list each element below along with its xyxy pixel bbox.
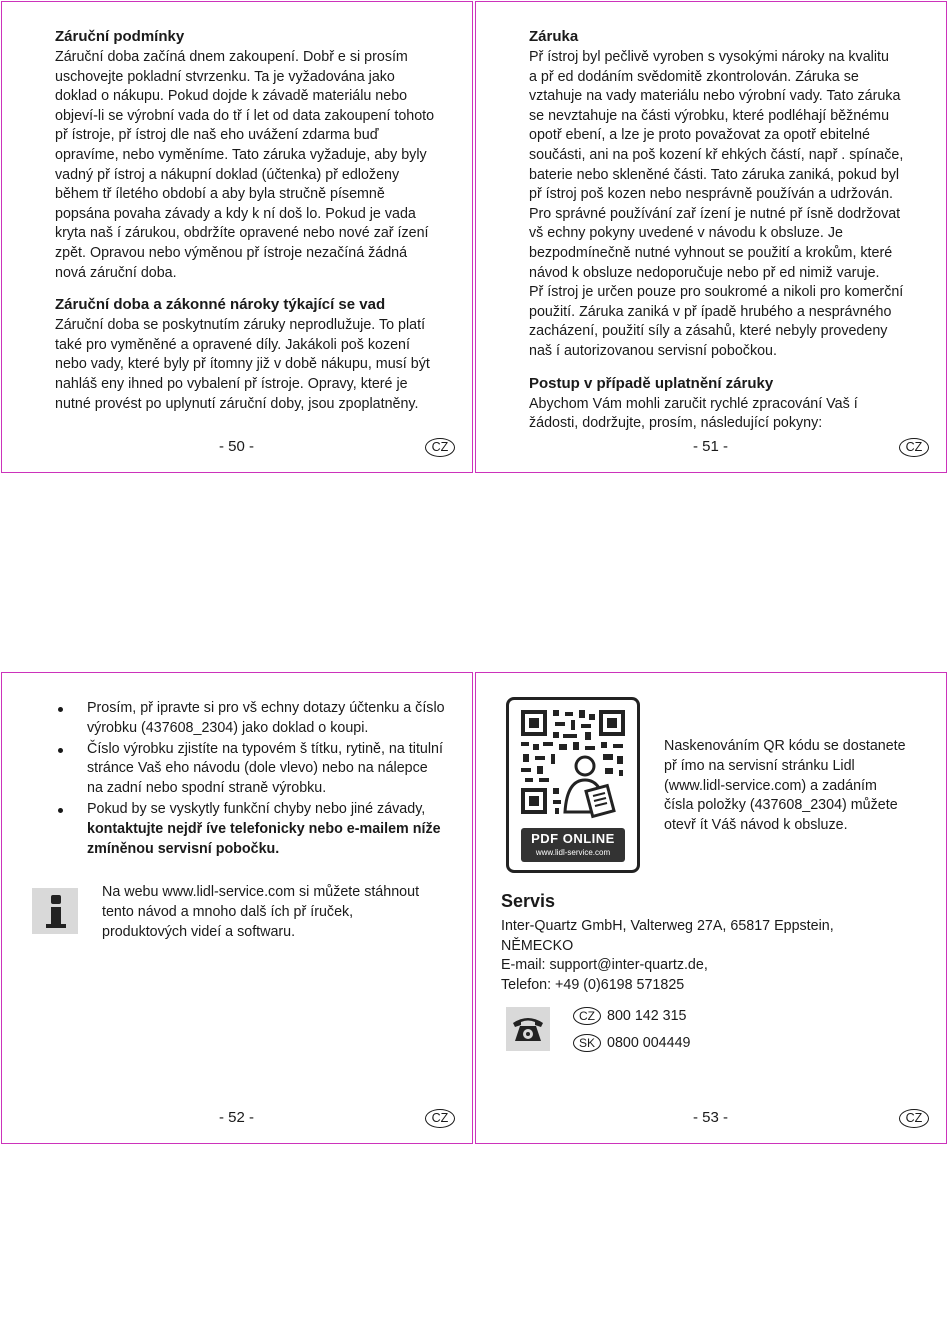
text-line: Záruční doba začíná dnem zakoupení. Dobř e si prosím [55,49,408,65]
paragraph-claim-procedure [529,395,929,434]
language-badge: CZ [899,438,929,457]
page-52 [1,672,473,1144]
text-line: nutné provést po uplynutí záruční doby, jsou zpoplatněny. [55,395,419,412]
text-line: otevř ít Váš návod k obsluze. [664,817,848,834]
paragraph-warranty-conditions [55,48,455,283]
pdf-online-url: www.lidl-service.com [535,848,611,857]
text-line: zpět. Opravou nebo výměnou př ístroje nezačíná žádná [55,244,408,261]
list-item [55,740,455,799]
info-icon [32,888,78,934]
text-line: Číslo výrobku zjistíte na typovém š títku, rytině, na titulní [87,740,443,757]
text-line: př ístroje, př ístroj dle naš eho uvážení zdarma buď [55,127,379,144]
bold-text-line: zmíněnou servisní pobočku. [87,840,280,857]
text-line: vadný př ístroj a nákupní doklad (účtenka) př edloženy [55,166,400,183]
language-badge: CZ [425,1109,455,1128]
text-line: kryta naš í zárukou, obdržíte opravené nebo nové zař ízení [55,225,429,242]
pdf-online-badge [521,828,625,862]
qr-code-card[interactable] [506,697,640,873]
text-line: Pro správné používání zař ízení je nutné př ísně dodržovat [529,205,901,222]
text-line: naš í autorizovanou servisní pobočkou. [529,342,777,359]
text-line: doklad o nákupu. Pokud dojde k závadě materiálu nebo [55,88,408,105]
text-line: Záruční doba se poskytnutím záruky neprodlužuje. To platí [55,317,426,334]
text-line: tento návod a mnoho dalš ích př íruček, [102,903,354,920]
language-badge: CZ [425,438,455,457]
page-number: - 50 - [219,438,255,455]
text-line: a př ed dodáním svědomitě zkontrolován. Záruka se [529,68,859,85]
page-number: - 52 - [219,1109,255,1126]
text-line: opravíme, nebo vyměníme. Tato záruka vyžaduje, aby byly [55,146,427,163]
page-53 [475,672,947,1144]
text-line: vztahuje na vady materiálu nebo výrobní vady. Tato záruka [529,88,901,105]
list-item [55,800,455,859]
heading-warranty-conditions: Záruční podmínky [55,28,185,45]
phone-number[interactable]: 800 142 315 [607,1008,687,1024]
text-line: nová záruční doba. [55,264,177,281]
text-line: Na webu www.lidl-service.com si můžete stáhnout [102,884,420,900]
text-line: Inter-Quartz GmbH, Valterweg 27A, 65817 Eppstein, [501,918,834,934]
text-line: produktových videí a softwaru. [102,923,296,940]
hotline-sk [573,1034,691,1052]
instruction-list [55,699,455,859]
text-line: čísla položky (437608_2304) můžete [664,797,898,814]
bullet-icon [58,808,63,813]
paragraph-warranty [529,48,929,362]
service-address [501,917,921,995]
text-line: baterie nebo skleněné části. Tato záruka zaniká, pokud byl [529,166,900,183]
text-line: Př ístroj byl pečlivě vyroben s vysokými nároky na kvalitu [529,49,889,65]
list-item [55,699,455,739]
page-50 [1,1,473,473]
text-line: E-mail: support@inter-quartz.de, [501,957,708,974]
text-line: Telefon: +49 (0)6198 571825 [501,976,685,993]
text-line: zacházení, použití síly a zásahů, které nebyly provedeny [529,323,888,340]
qr-code-icon [519,708,627,820]
text-line: Prosím, př ipravte si pro vš echny dotazy účtenku a číslo [87,700,445,716]
bullet-icon [58,707,63,712]
page-number: - 53 - [693,1109,729,1126]
paragraph-warranty-period [55,316,455,414]
text-line: součásti, ani na poš kození kř ehkých částí, např . spínače, [529,146,904,163]
country-code-badge: CZ [573,1007,601,1025]
page-51-content [529,27,929,434]
hotline-cz [573,1007,687,1025]
page-number: - 51 - [693,438,729,455]
phone-number[interactable]: 0800 004449 [607,1035,691,1051]
text-line: žádosti, dodržujte, prosím, následující pokyny: [529,415,823,432]
page-52-content [55,699,455,860]
text-line: také pro vyměněné a opravené díly. Jakákoli poš kození [55,336,410,353]
country-code-badge: SK [573,1034,601,1052]
text-line: během tř íletého období a aby byla stručně písemně [55,186,385,203]
qr-description [664,737,934,836]
text-line: vš echny pokyny uvedené v návodu k obsluze. Je [529,225,843,242]
text-line: Abychom Vám mohli zaručit rychlé zpracování Vaš í [529,395,858,412]
text-line: Naskenováním QR kódu se dostanete [664,738,906,754]
text-line: nahláš eny ihned po vybalení př ístroje. Opravy, které je [55,375,408,392]
text-line: Pokud by se vyskytly funkční chyby nebo jiné závady, [87,800,426,817]
text-line: popsána povaha závady a kdy k ní doš lo. Pokud je vada [55,205,416,222]
language-badge: CZ [899,1109,929,1128]
text-line: se nevztahuje na části výrobku, které podléhají běžnému [529,107,890,124]
text-line: návod k obsluze nedoporučuje nebo př ed nimiž varuje. [529,264,880,281]
telephone-icon [506,1007,550,1051]
heading-warranty: Záruka [529,28,579,45]
bullet-icon [58,748,63,753]
info-note [102,883,452,942]
bold-text-line: kontaktujte nejdř íve telefonicky nebo e-mailem níže [87,820,441,837]
text-line: př ístroj poš kozen nebo nesprávně používán a udržován. [529,186,894,203]
text-line: (www.lidl-service.com) a zadáním [664,777,877,794]
text-line: použití. Záruka zaniká v př ípadě hrubého a nesprávného [529,303,892,320]
text-line: Př ístroj je určen pouze pro soukromé a nikoli pro komerční [529,284,904,301]
text-line: objeví-li se výrobní vada do tř í let od data zakoupení tohoto [55,107,435,124]
text-line: stránce Vaš eho návodu (dole vlevo) nebo na nálepce [87,760,428,777]
text-line: nebo vady, které byly př ítomny již v době nákupu, musí být [55,356,430,373]
text-line: výrobku (437608_2304) jako doklad o koupi. [87,719,369,736]
text-line: uschovejte pokladní stvrzenku. Ta je vyžadována jako [55,68,395,85]
heading-claim-procedure: Postup v případě uplatnění záruky [529,374,774,392]
text-line: NĚMECKO [501,937,574,954]
text-line: na zadní nebo spodní straně výrobku. [87,780,327,797]
page-51 [475,1,947,473]
text-line: opotř ebení, a lze je proto považovat za opotř ebitelné [529,127,870,144]
page-50-content [55,27,455,414]
heading-warranty-period: Záruční doba a zákonné nároky týkající se vad [55,296,386,314]
pdf-online-title: PDF ONLINE [531,831,615,846]
heading-service: Servis [501,891,556,911]
text-line: bezpodmínečně nutné vyhnout se použití a krokům, které [529,244,893,261]
text-line: př ímo na servisní stránku Lidl [664,757,855,774]
